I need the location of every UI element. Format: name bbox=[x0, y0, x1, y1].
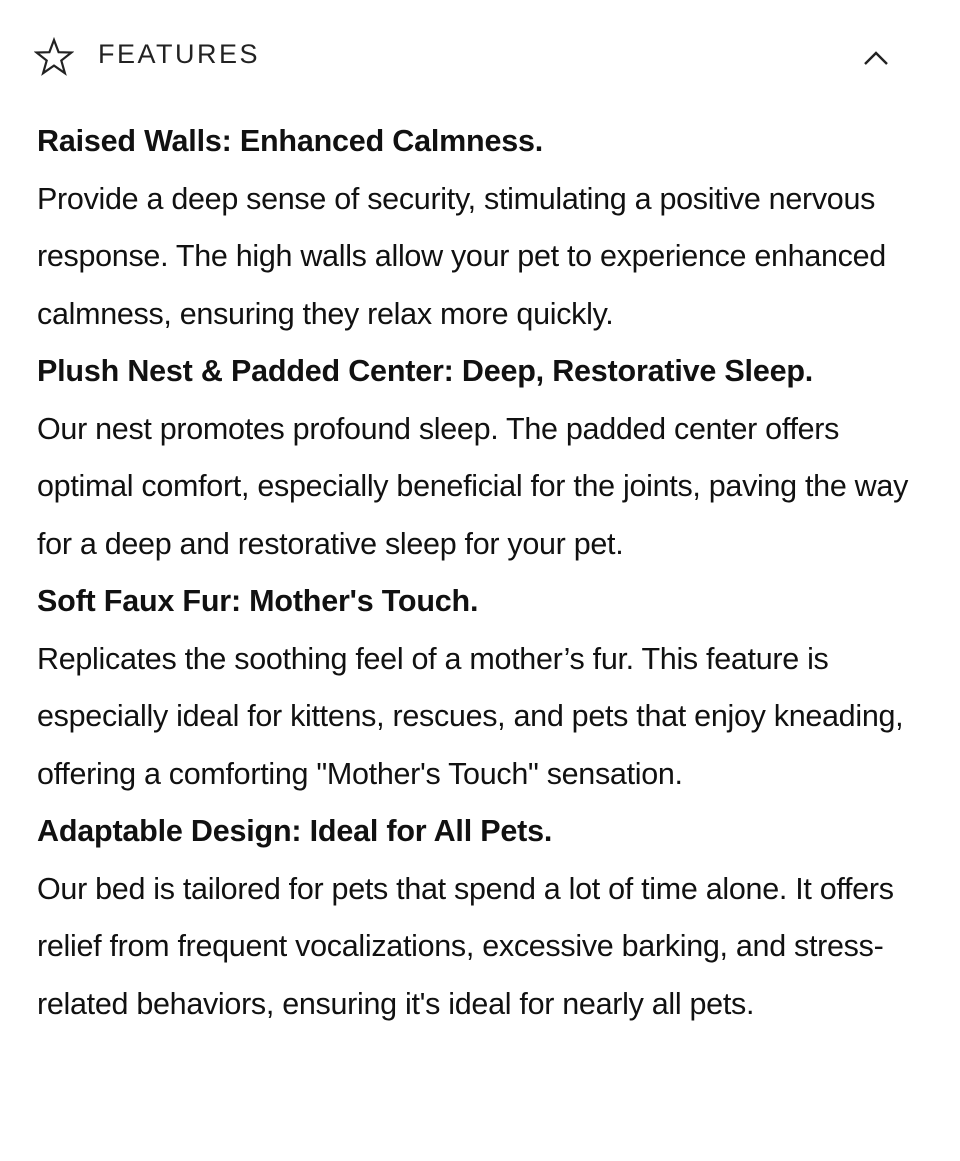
feature-description: Our bed is tailored for pets that spend a lot of time alone. It offers relief from frequent vocalizations, excessive barking, and stress-related behaviors, ensuring it's ideal for nearly all pets. bbox=[37, 871, 894, 1021]
feature-item bbox=[37, 113, 927, 343]
feature-title: Adaptable Design: Ideal for All Pets. bbox=[37, 814, 553, 848]
accordion-header[interactable] bbox=[0, 0, 960, 110]
accordion-content bbox=[37, 113, 927, 1033]
feature-item bbox=[37, 343, 927, 573]
accordion-title: FEATURES bbox=[98, 39, 261, 69]
feature-item bbox=[37, 573, 927, 803]
feature-description: Replicates the soothing feel of a mother’s fur. This feature is especially ideal for kittens, rescues, and pets that enjoy kneading, offering a comforting "Mother's Touch" sensation. bbox=[37, 641, 904, 791]
star-icon bbox=[34, 37, 74, 77]
feature-description: Provide a deep sense of security, stimulating a positive nervous response. The high walls allow your pet to experience enhanced calmness, ensuring they relax more quickly. bbox=[37, 181, 886, 331]
feature-title: Plush Nest & Padded Center: Deep, Restorative Sleep. bbox=[37, 354, 814, 388]
feature-item bbox=[37, 803, 927, 1033]
chevron-up-icon[interactable] bbox=[860, 46, 892, 70]
feature-title: Raised Walls: Enhanced Calmness. bbox=[37, 124, 544, 158]
feature-description: Our nest promotes profound sleep. The padded center offers optimal comfort, especially beneficial for the joints, paving the way for a deep and restorative sleep for your pet. bbox=[37, 411, 909, 561]
feature-title: Soft Faux Fur: Mother's Touch. bbox=[37, 584, 479, 618]
